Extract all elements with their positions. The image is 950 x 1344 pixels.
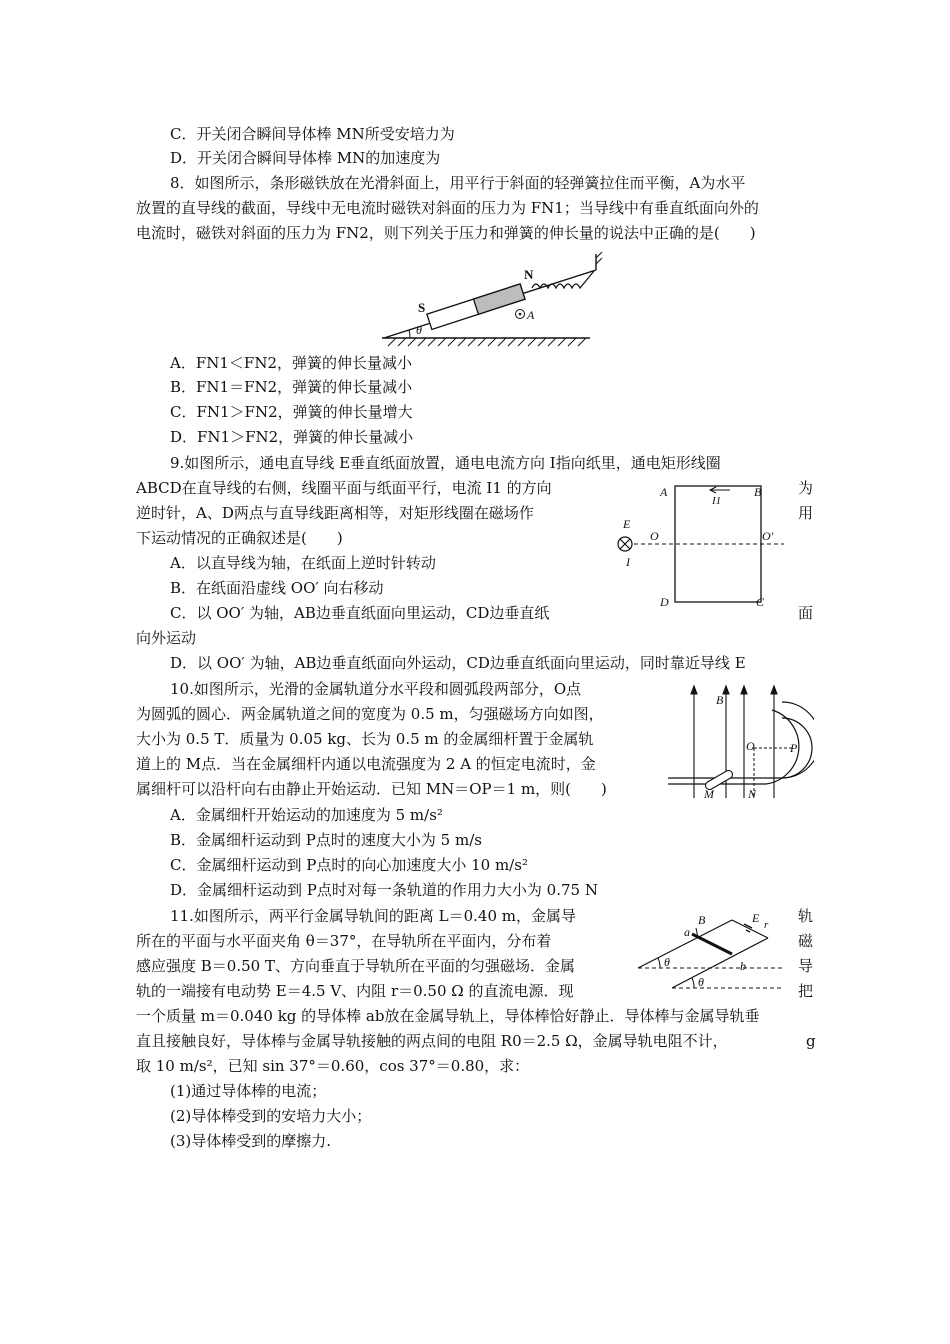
q10-option-c: C．金属细杆运动到 P点时的向心加速度大小 10 m/s² [170, 856, 528, 874]
q9-stem-line-4: 下运动情况的正确叙述是( ) [136, 529, 343, 547]
q9-current-i-label: I [626, 555, 630, 569]
q8-stem-line-1: 8．如图所示，条形磁铁放在光滑斜面上，用平行于斜面的轻弹簧拉住而平衡，A为水平 [170, 174, 746, 192]
q11-stem-line-4: 轨的一端接有电动势 E＝4.5 V、内阻 r＝0.50 Ω 的直流电源．现 [136, 982, 574, 1000]
q9-stem-tail-1: 为 [798, 479, 814, 497]
q11-stem-line-7: 取 10 m/s²，已知 sin 37°＝0.60，cos 37°＝0.80，求： [136, 1057, 530, 1075]
q8-stem-line-3: 电流时，磁铁对斜面的压力为 FN2，则下列关于压力和弹簧的伸长量的说法中正确的是( ) [136, 224, 756, 242]
q8-figure-magnet-incline [380, 252, 610, 348]
q8-option-a: A．FN1＜FN2，弹簧的伸长量减小 [170, 354, 412, 372]
q7-option-c: C．开关闭合瞬间导体棒 MN所受安培力为 [170, 125, 455, 143]
q8-option-c: C．FN1＞FN2，弹簧的伸长量增大 [170, 403, 413, 421]
q11-stem-tail-1: 轨 [798, 907, 814, 925]
q10-option-a: A．金属细杆开始运动的加速度为 5 m/s² [170, 806, 443, 824]
q11-emf-e-label: E [752, 911, 760, 925]
q9-option-d: D．以 OO′ 为轴，AB边垂直纸面向外运动，CD边垂直纸面向里运动，同时靠近导线 E [170, 654, 746, 672]
q11-stem-line-6: 直且接触良好，导体棒与金属导轨接触的两点间的电阻 R0＝2.5 Ω，金属导轨电阻不计， [136, 1032, 728, 1050]
q9-corner-a-label: A [660, 485, 668, 499]
q11-theta-label-2: θ [698, 975, 704, 989]
q9-point-o-label: O [650, 529, 659, 543]
q11-end-a-label: a [684, 925, 690, 939]
q10-option-d: D．金属细杆运动到 P点时对每一条轨道的作用力大小为 0.75 N [170, 881, 598, 899]
q11-theta-label-1: θ [664, 955, 670, 969]
q9-stem-line-1: 9.如图所示，通电直导线 E垂直纸面放置，通电电流方向 I指向纸里，通电矩形线圈 [170, 454, 721, 472]
q9-stem-tail-2: 用 [798, 504, 814, 522]
q8-north-pole-label: N [524, 267, 534, 282]
q9-current-i1-label: I1 [712, 495, 722, 507]
q11-stem-line-3: 感应强度 B＝0.50 T、方向垂直于导轨所在平面的匀强磁场．金属 [136, 957, 575, 975]
q8-option-b: B．FN1＝FN2，弹簧的伸长量减小 [170, 378, 413, 396]
q11-stem-line-5: 一个质量 m＝0.040 kg 的导体棒 ab放在金属导轨上，导体棒恰好静止．导体棒与金属导轨垂 [136, 1007, 760, 1025]
q9-stem-line-3: 逆时针，A、D两点与直导线距离相等，对矩形线圈在磁场作 [136, 504, 534, 522]
q11-stem-tail-5: g [806, 1032, 816, 1050]
q8-stem-line-2: 放置的直导线的截面，导线中无电流时磁铁对斜面的压力为 FN1；当导线中有垂直纸面向外的 [136, 199, 759, 217]
q11-field-b-label: B [698, 913, 706, 927]
q10-point-n-label: N [748, 787, 757, 801]
q8-option-d: D．FN1＞FN2，弹簧的伸长量减小 [170, 428, 414, 446]
q10-stem-line-2: 为圆弧的圆心．两金属轨道之间的宽度为 0.5 m，匀强磁场方向如图， [136, 705, 604, 723]
q10-point-p-label: P [790, 741, 798, 755]
q10-point-m-label: M [704, 787, 714, 801]
q11-part-1: (1)通过导体棒的电流； [170, 1082, 327, 1100]
q9-option-a: A．以直导线为轴，在纸面上逆时针转动 [170, 554, 436, 572]
q11-end-b-label: b [740, 959, 746, 973]
q9-corner-b-label: B [754, 485, 762, 499]
q9-figure-coil-and-wire [612, 478, 792, 614]
q10-stem-line-3: 大小为 0.5 T．质量为 0.05 kg、长为 0.5 m 的金属细杆置于金属轨 [136, 730, 594, 748]
q11-stem-line-1: 11.如图所示，两平行金属导轨间的距离 L＝0.40 m，金属导 [170, 907, 576, 925]
q10-option-b: B．金属细杆运动到 P点时的速度大小为 5 m/s [170, 831, 482, 849]
q11-resistance-r-label: r [764, 919, 769, 931]
q9-option-c-tail: 面 [798, 604, 814, 622]
q9-wire-e-label: E [623, 517, 631, 531]
q9-stem-line-2: ABCD在直导线的右侧，线圈平面与纸面平行，电流 I1 的方向 [136, 479, 552, 497]
q11-stem-line-2: 所在的平面与水平面夹角 θ＝37°，在导轨所在平面内，分布着 [136, 932, 552, 950]
q9-option-c: C．以 OO′ 为轴，AB边垂直纸面向里运动，CD边垂直纸 [170, 604, 550, 622]
q10-stem-line-5: 属细杆可以沿杆向右由静止开始运动．已知 MN＝OP＝1 m，则( ) [136, 780, 607, 798]
q9-option-b: B．在纸面沿虚线 OO′ 向右移动 [170, 579, 384, 597]
q9-option-c-cont: 向外运动 [136, 629, 197, 647]
q11-stem-tail-2: 磁 [798, 932, 814, 950]
q10-field-b-label: B [716, 693, 724, 707]
q9-corner-c-label: C [756, 595, 765, 609]
q11-part-2: (2)导体棒受到的安培力大小； [170, 1107, 372, 1125]
q8-south-pole-label: S [418, 300, 426, 315]
q11-stem-tail-4: 把 [798, 982, 814, 1000]
q9-corner-d-label: D [660, 595, 669, 609]
q7-option-d: D．开关闭合瞬间导体棒 MN的加速度为 [170, 149, 441, 167]
q10-center-o-label: O [746, 739, 755, 753]
q8-wire-a-label: A [527, 308, 535, 322]
q11-figure-inclined-rails [632, 908, 792, 990]
q10-figure-arc-rails [664, 684, 814, 802]
q10-stem-line-1: 10.如图所示，光滑的金属轨道分水平段和圆弧段两部分，O点 [170, 680, 582, 698]
q8-theta-label: θ [416, 323, 422, 337]
q10-stem-line-4: 道上的 M点．当在金属细杆内通以电流强度为 2 A 的恒定电流时，金 [136, 755, 596, 773]
q11-part-3: (3)导体棒受到的摩擦力. [170, 1132, 332, 1150]
q9-point-o-prime-label: O′ [762, 529, 774, 543]
q11-stem-tail-3: 导 [798, 957, 814, 975]
